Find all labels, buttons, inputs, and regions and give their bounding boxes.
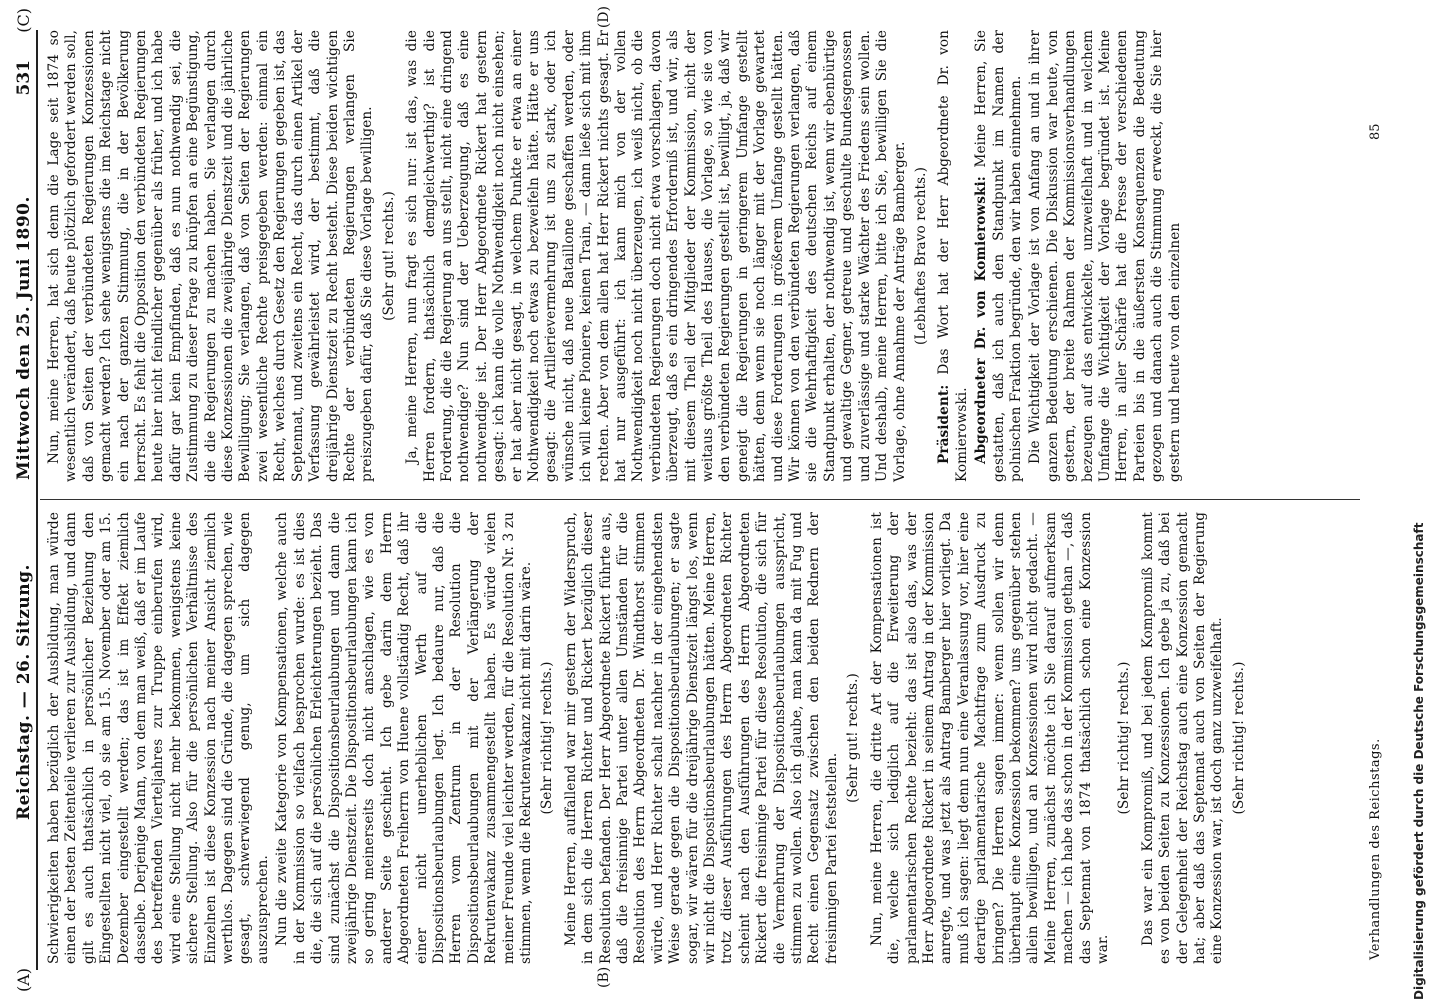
paragraph: Meine Herren, auffallend war mir gestern der Widerspruch, in dem sich die Herren Richter und Rickert bezüglich dieser Resolution befanden. Der Herr Abgeordnete Rickert führte aus, daß die freisinnige Partei unter allen Umständen für die Resolution des Herrn Abgeordneten Dr. Windthorst stimmen würde, und Herr Richter schalt nachher in der eingehendsten Weise gerade gegen die Dispositionsbeurlaubungen; er sagte sogar, wir wären für die dreijährige Dienstzeit längst los, wenn wir nicht die Dispositionsbeurlaubungen hätten. Meine Herren, trotz dieser Ausführungen des Herrn Abgeordneten Richter scheint nach den Ausführungen des Herrn Abgeordneten Rickert die freisinnige Partei für diese Resolution, die sich für die Vermehrung der Dispositionsbeurlaubungen ausspricht, stimmen zu wollen. Also ich glaube, man kann da mit Fug und Recht einen Gegensatz zwischen den beiden Rednern der freisinnigen Partei feststellen. bbox=[562, 512, 840, 964]
footer-publication: Verhandlungen des Reichstags. bbox=[1368, 738, 1383, 960]
page-header bbox=[8, 0, 38, 1000]
column-divider bbox=[40, 499, 1360, 500]
speaker-label: Präsident: bbox=[936, 384, 953, 464]
paragraph: Die Wichtigkeit der Vorlage ist von Anfang an und in ihrer ganzen Bedeutung erschienen. Die Diskussion war heute, von gestern, der breite Rahmen der Kommissionsverhandlungen bezeugen auf das entwickelte, unzweifelhaft und in welchem Umfange die Wichtigkeit der Vorlage begründet ist. Meine Herren, in aller Schärfe hat die Presse der verschiedenen Parteien bis in die äußersten Konsequenzen die Bedeutung gezogen und danach auch die Stimmung erweckt, die Sie hier gestern und heute von den einzelnen bbox=[1027, 30, 1183, 482]
right-column bbox=[46, 30, 1186, 482]
margin-ref-a: (A) bbox=[14, 967, 33, 992]
paragraph: Nun, meine Herren, hat sich denn die Lage seit 1874 so wesentlich verändert, daß heute plötzlich gefordert werden soll, daß von Seiten der verbündeten Regierungen Konzessionen gemacht werden? Ich sehe wenigstens die im Reichstage nicht ein nach der ganzen Stimmung, die in der Bevölkerung herrscht. Es fehlt die Opposition den verbündeten Regierungen heute hier nicht feindlicher gegenüber als früher, und ich habe dafür gar kein Empfinden, daß es nun nothwendig sei, die Zustimmung zu dieser Frage zu knüpfen an eine Begünstigung, die die Regierungen zu machen haben. Sie verlangen durch diese Konzessionen die zweijährige Dienstzeit und die jährliche Bewilligung; Sie verlangen, daß von Seiten der Regierungen zwei wesentliche Rechte preisgegeben werden: einmal ein Recht, welches durch Gesetz den Regierungen gegeben ist, das Septennat, und zweitens ein Recht, das durch einen Artikel der Verfassung gewährleistet wird, der bestimmt, daß die dreijährige Dienstzeit zu Recht besteht. Diese beiden wichtigen Rechte der verbündeten Regierungen verlangen Sie preiszugeben dafür, daß Sie diese Vorlage bewilligen. bbox=[46, 30, 376, 482]
paragraph: Schwierigkeiten haben bezüglich der Ausbildung, man würde einen der besten Zeitenteile verlieren zur Ausbildung, und dann gilt es auch thatsächlich in persönlicher Beziehung den Eingestellten nicht viel, ob sie am 15. November oder am 15. Dezember eingestellt werden; das ist im Effekt ziemlich dasselbe. Derjenige Mann, von dem man weiß, daß er im Laufe des betreffenden Vierteljahres zur Truppe einberufen wird, wird eine Stellung nicht mehr bekommen, wenigstens keine sichere Stellung. Also für die persönlichen Verhältnisse des Einzelnen ist diese Konzession nach meiner Ansicht ziemlich werthlos. Dagegen sind die Gründe, die dagegen sprechen, wie gesagt, schwerwiegend genug, um sich dagegen auszusprechen. bbox=[46, 512, 271, 964]
applause-note: (Sehr richtig! rechts.) bbox=[539, 661, 556, 815]
applause-note: (Sehr richtig! rechts.) bbox=[1230, 661, 1247, 815]
page-number: 531 bbox=[14, 60, 34, 96]
digitization-note: Digitalisierung gefördert durch die Deutsche Forschungsgemeinschaft bbox=[1412, 522, 1426, 1000]
left-column bbox=[46, 512, 1254, 964]
header-title-left: Reichstag. — 26. Sitzung. bbox=[14, 564, 34, 820]
applause-note: (Sehr gut! rechts.) bbox=[380, 191, 397, 321]
paragraph: Das war ein Kompromiß, und bei jedem Kompromiß kommt es von beiden Seiten zu Konzessionen. Ich gebe ja zu, daß bei der Gelegenheit der Reichstag auch eine Konzession gemacht hat; aber daß das Septennat auch von Seiten der Regierung eine Konzession war, ist doch ganz unzweifelhaft. bbox=[1139, 512, 1226, 964]
margin-ref-c: (C) bbox=[14, 8, 33, 33]
applause-note: (Lebhaftes Bravo rechts.) bbox=[912, 166, 929, 346]
footer-sheet-number: 85 bbox=[1368, 123, 1383, 140]
header-rule bbox=[36, 30, 38, 970]
speech-text: Meine Herren, Sie gestatten, daß ich auch den Standpunkt im Namen der polnischen Fraktion begründe, den wir haben einnehmen. bbox=[973, 29, 1024, 482]
paragraph: Nun die zweite Kategorie von Kompensationen, welche auch in der Kommission so vielfach besprochen wurde: es ist dies die, die sich auf die persönlichen Erleichterungen bezieht. Das sind zunächst die Dispositionsbeurlaubungen und dann die zweijährige Dienstzeit. Die Dispositionsbeurlaubungen kann ich so gering meinerseits doch nicht anschlagen, wie es von anderer Seite geschieht. Ich gebe darin dem Herrn Abgeordneten Freiherrn von Huene vollständig Recht, daß ihr einer nicht unerheblichen Werth auf die Dispositionsbeurlaubungen legt. Ich bedaure nur, daß die Herren vom Zentrum in der Resolution die Dispositionsbeurlaubungen mit der Verlängerung der Rekrutenvakanz zusammengestellt haben. Es würde vielen meiner Freunde viel leichter werden, für die Resolution Nr. 3 zu stimmen, wenn die Rekrutenvakanz nicht mit darin wäre. bbox=[274, 512, 534, 964]
paragraph: Ja, meine Herren, nun fragt es sich nur: ist das, was die Herren fordern, thatsächlich demgleichwerthig? ist die Forderung, die die Regierung an uns stellt, nicht eine dringend nothwendige? Nun sind der Ueberzeugung, daß es eine nothwendige ist. Der Herr Abgeordnete Rickert hat gestern gesagt: ich kann die volle Nothwendigkeit noch nicht einsehen; er hat aber nicht gesagt, in welchem Punkte er etwa an einer Nothwendigkeit noch etwas zu bezweifeln hätte. Hätte er uns gesagt: die Artillerievermehrung ist uns zu stark, oder ich wünsche nicht, daß neue Bataillone geschaffen werden, oder ich will keine Pioniere, keinen Train, — dann ließe sich mit ihm rechten. Aber von dem allen hat Herr Rickert nichts gesagt. Er hat nur ausgeführt: ich kann mich von der vollen Nothwendigkeit noch nicht überzeugen, ich weiß nicht, ob die verbündeten Regierungen doch nicht etwa vorschlagen, davon überzeugt, daß es ein dringendes Erforderniß ist, und wir, als mit diesem Theil der Mitglieder der Kommission, nicht der weitaus größte Theil des Hauses, die Vorlage, so wie sie von den verbündeten Regierungen gestellt ist, bewilligt, ja, daß wir geneigt die Regierungen in geringerem Umfange gestellt hätten, denn wenn sie noch länger mit der Vorlage gewartet und diese Forderungen in größerem Umfange gestellt hätten. Wir können von den verbündeten Regierungen verlangen, daß sie die Wehrhaftigkeit des deutschen Reichs auf einem Standpunkt erhalten, der nothwendig ist, wenn wir ebenbürtige und gewaltige Gegner, getreue und geschulte Bundesgenossen und zuverlässige und starke Wächter des Friedens sein wollen. Und deshalb, meine Herren, bitte ich Sie, bewilligen Sie die Vorlage, ohne Annahme der Anträge Bamberger. bbox=[404, 30, 908, 482]
margin-ref-d: (D) bbox=[596, 6, 612, 29]
president-statement bbox=[936, 30, 971, 482]
header-title-right: Mittwoch den 25. Juni 1890. bbox=[14, 196, 34, 480]
speaker-statement bbox=[973, 30, 1025, 482]
applause-note: (Sehr richtig! rechts.) bbox=[1116, 661, 1133, 815]
speaker-label: Abgeordneter Dr. von Komierowski: bbox=[973, 176, 990, 464]
paragraph: Nun, meine Herren, die dritte Art der Kompensationen ist die, welche sich lediglich auf die Erweiterung der parlamentarischen Rechte bezieht: das ist also das, was der Herr Abgeordnete Rickert in seinem Antrag in der Kommission anregte, und was jetzt als Antrag Bamberger hier vorliegt. Da muß ich sagen: liegt denn nun eine Veranlassung vor, hier eine derartige parlamentarische Machtfrage zum Ausdruck zu bringen? Die Herren sagen immer: wenn sollen wir denn überhaupt eine Konzession bekommen? uns gegenüber stehen allein bewilligen, und an Konzessionen wird nicht gedacht. — Meine Herren, zunächst möchte ich Sie darauf aufmerksam machen — ich habe das schon in der Kommission gethan —, daß das Septennat von 1874 thatsächlich schon eine Konzession war. bbox=[868, 512, 1111, 964]
speech-text: Das Wort hat der Herr Abgeordnete Dr. von Komierowski. bbox=[936, 30, 970, 482]
applause-note: (Sehr gut! rechts.) bbox=[845, 673, 862, 803]
margin-ref-b: (B) bbox=[596, 966, 612, 988]
